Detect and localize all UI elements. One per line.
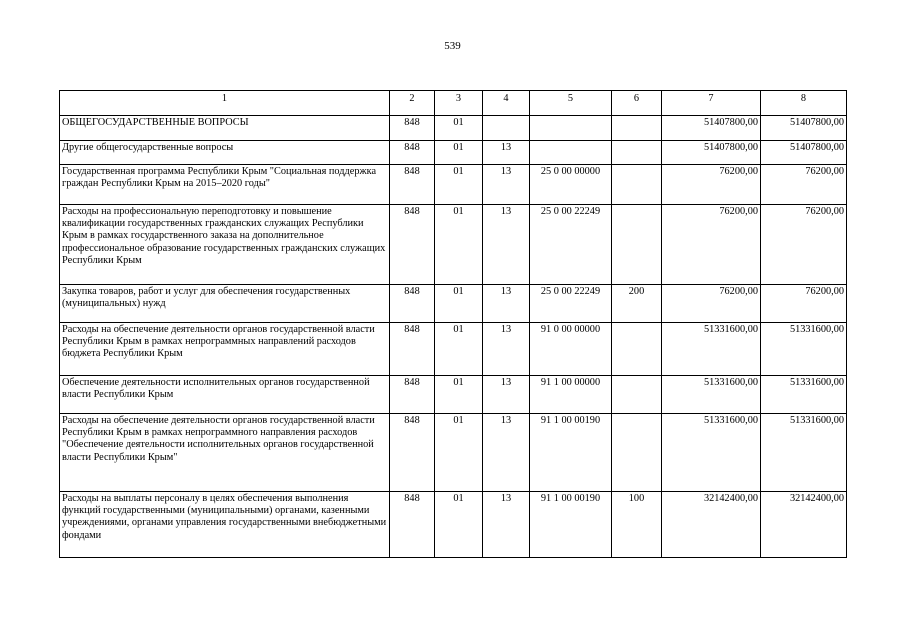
page-number: 539: [444, 40, 461, 52]
row-subsection: 13: [483, 141, 530, 165]
header-cell: 5: [530, 91, 612, 116]
row-sum-1: 76200,00: [662, 285, 761, 323]
row-kind: [612, 141, 662, 165]
row-target: 91 1 00 00190: [530, 492, 612, 558]
row-subsection: 13: [483, 205, 530, 285]
row-section: 01: [435, 141, 483, 165]
row-code: 848: [390, 165, 435, 205]
row-subsection: 13: [483, 376, 530, 414]
header-cell: 6: [612, 91, 662, 116]
table-row: [60, 376, 847, 414]
row-subsection: 13: [483, 165, 530, 205]
row-name: Расходы на обеспечение деятельности органов государственной власти Республики Крым в рамках непрограммных направлений расходов бюджета Республики Крым: [60, 323, 390, 376]
row-section: 01: [435, 116, 483, 141]
table-row: [60, 165, 847, 205]
row-name: Расходы на обеспечение деятельности органов государственной власти Республики Крым в рамках непрограммного направления расходов "Обеспечение деятельности исполнительных органов государственной власти Республики Крым": [60, 414, 390, 492]
row-name: Закупка товаров, работ и услуг для обеспечения государственных (муниципальных) нужд: [60, 285, 390, 323]
row-sum-1: 76200,00: [662, 205, 761, 285]
row-target: 91 0 00 00000: [530, 323, 612, 376]
row-kind: [612, 116, 662, 141]
row-code: 848: [390, 285, 435, 323]
row-target: [530, 116, 612, 141]
row-sum-1: 51407800,00: [662, 116, 761, 141]
row-sum-2: 51407800,00: [761, 116, 847, 141]
row-name: Государственная программа Республики Крым "Социальная поддержка граждан Республики Крым на 2015–2020 годы": [60, 165, 390, 205]
table-row: [60, 285, 847, 323]
row-name: Обеспечение деятельности исполнительных органов государственной власти Республики Крым: [60, 376, 390, 414]
header-cell: 3: [435, 91, 483, 116]
row-section: 01: [435, 285, 483, 323]
row-kind: [612, 205, 662, 285]
row-section: 01: [435, 376, 483, 414]
row-kind: [612, 165, 662, 205]
row-section: 01: [435, 165, 483, 205]
row-code: 848: [390, 376, 435, 414]
row-subsection: [483, 116, 530, 141]
row-target: 25 0 00 22249: [530, 285, 612, 323]
row-section: 01: [435, 414, 483, 492]
table-row: [60, 116, 847, 141]
row-sum-1: 51407800,00: [662, 141, 761, 165]
row-name: Расходы на выплаты персоналу в целях обеспечения выполнения функций государственными (муниципальными) органами, казенными учреждениями, органами управления государственными внебюджетными фондами: [60, 492, 390, 558]
header-cell: 4: [483, 91, 530, 116]
table-row: [60, 205, 847, 285]
row-code: 848: [390, 492, 435, 558]
row-sum-2: 32142400,00: [761, 492, 847, 558]
row-name: Другие общегосударственные вопросы: [60, 141, 390, 165]
row-sum-2: 51331600,00: [761, 376, 847, 414]
row-code: 848: [390, 205, 435, 285]
row-kind: [612, 414, 662, 492]
row-target: 91 1 00 00190: [530, 414, 612, 492]
row-target: 91 1 00 00000: [530, 376, 612, 414]
table-row: [60, 141, 847, 165]
header-cell: 8: [761, 91, 847, 116]
row-name: Расходы на профессиональную переподготовку и повышение квалификации государственных гражданских служащих Республики Крым в рамках государственного заказа на дополнительное профессиональное образование государственных гражданских служащих Республики Крым: [60, 205, 390, 285]
row-kind: 100: [612, 492, 662, 558]
row-sum-1: 51331600,00: [662, 376, 761, 414]
header-cell: 7: [662, 91, 761, 116]
row-section: 01: [435, 323, 483, 376]
row-code: 848: [390, 414, 435, 492]
row-code: 848: [390, 116, 435, 141]
table-row: [60, 323, 847, 376]
row-sum-1: 76200,00: [662, 165, 761, 205]
row-sum-1: 51331600,00: [662, 323, 761, 376]
header-cell: 1: [60, 91, 390, 116]
row-kind: [612, 376, 662, 414]
row-code: 848: [390, 323, 435, 376]
table-row: [60, 414, 847, 492]
table-row: [60, 492, 847, 558]
budget-table: [59, 90, 847, 558]
row-subsection: 13: [483, 323, 530, 376]
row-subsection: 13: [483, 285, 530, 323]
row-subsection: 13: [483, 492, 530, 558]
row-kind: [612, 323, 662, 376]
row-subsection: 13: [483, 414, 530, 492]
row-target: [530, 141, 612, 165]
row-target: 25 0 00 22249: [530, 205, 612, 285]
row-sum-2: 76200,00: [761, 165, 847, 205]
row-sum-1: 51331600,00: [662, 414, 761, 492]
row-kind: 200: [612, 285, 662, 323]
header-row: [60, 91, 847, 116]
row-sum-1: 32142400,00: [662, 492, 761, 558]
row-target: 25 0 00 00000: [530, 165, 612, 205]
row-code: 848: [390, 141, 435, 165]
row-sum-2: 76200,00: [761, 285, 847, 323]
header-cell: 2: [390, 91, 435, 116]
row-sum-2: 76200,00: [761, 205, 847, 285]
row-sum-2: 51407800,00: [761, 141, 847, 165]
row-section: 01: [435, 205, 483, 285]
row-section: 01: [435, 492, 483, 558]
row-sum-2: 51331600,00: [761, 414, 847, 492]
row-sum-2: 51331600,00: [761, 323, 847, 376]
row-name: ОБЩЕГОСУДАРСТВЕННЫЕ ВОПРОСЫ: [60, 116, 390, 141]
